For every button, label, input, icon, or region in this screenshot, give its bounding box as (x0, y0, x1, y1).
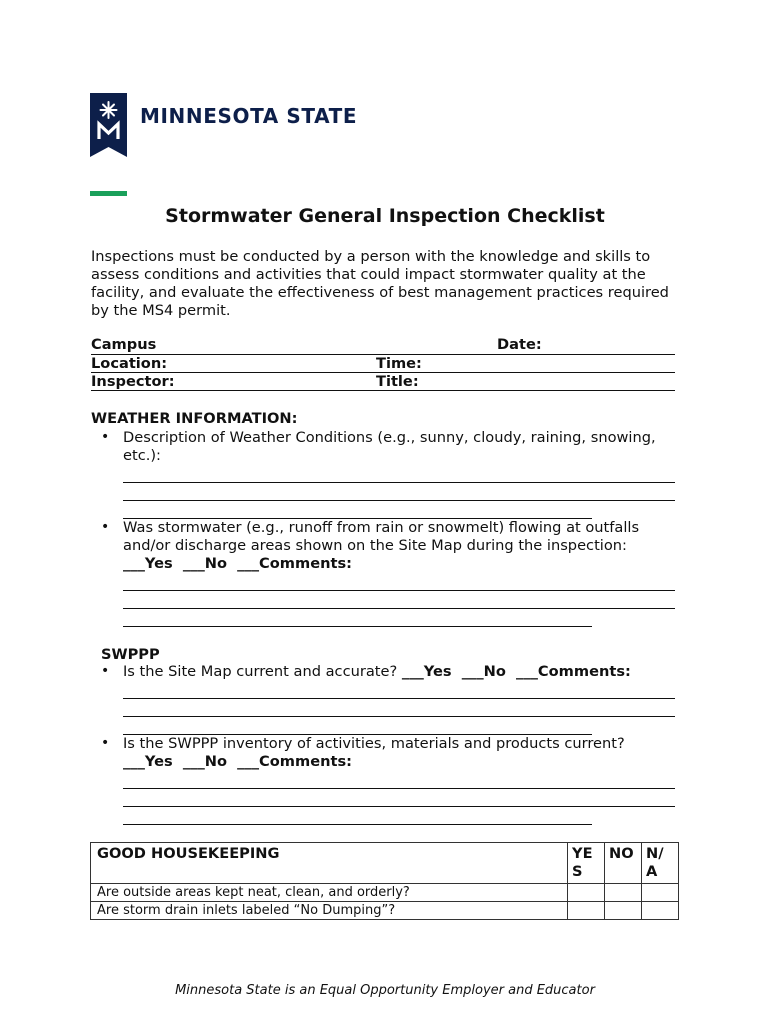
brand-name: MINNESOTA STATE (140, 104, 358, 128)
accent-bar (90, 191, 127, 196)
stormwater-flowing-question: Was stormwater (e.g., runoff from rain or snowmelt) flowing at outfalls and/or discharge areas shown on the Site Map during the inspection: (123, 519, 640, 554)
footer-text: Minnesota State is an Equal Opportunity Employer and Educator (175, 983, 595, 998)
table-header-row (91, 843, 679, 884)
site-map-question (123, 663, 678, 681)
answer-line[interactable] (123, 500, 675, 501)
intro-paragraph: Inspections must be conducted by a person with the knowledge and skills to assess conditions and activities that could impact stormwater quality at the facility, and evaluate the effectiveness of best management practices required by the MS4 permit. (91, 248, 669, 319)
site-map-question-text: Is the Site Map current and accurate? (123, 663, 398, 680)
weather-heading: WEATHER INFORMATION: (91, 410, 298, 427)
inspector-title-row (91, 373, 675, 391)
answer-line[interactable] (123, 806, 675, 807)
time-label: Time: (376, 355, 422, 372)
date-label: Date: (497, 336, 542, 353)
bullet-icon: • (101, 663, 110, 679)
yes-column-header: YES (568, 843, 605, 884)
na-checkbox-cell[interactable] (642, 902, 679, 920)
minnesota-state-flag-icon (90, 93, 127, 157)
inspector-label: Inspector: (91, 373, 175, 390)
yes-checkbox-cell[interactable] (568, 884, 605, 902)
location-time-row (91, 355, 675, 373)
title-label: Title: (376, 373, 419, 390)
table-row (91, 884, 679, 902)
bullet-icon: • (101, 735, 110, 751)
housekeeping-heading: GOOD HOUSEKEEPING (91, 843, 568, 884)
table-row-question: Are outside areas kept neat, clean, and orderly? (91, 884, 568, 902)
no-column-header: NO (605, 843, 642, 884)
answer-line[interactable] (123, 716, 675, 717)
answer-line[interactable] (123, 698, 675, 699)
na-column-header: N/A (642, 843, 679, 884)
campus-date-row (91, 336, 675, 354)
answer-line[interactable] (123, 482, 675, 483)
inspector-title-line[interactable] (91, 390, 675, 391)
stormwater-flowing-answer[interactable]: ___Yes ___No ___Comments: (123, 555, 352, 572)
no-checkbox-cell[interactable] (605, 884, 642, 902)
answer-line[interactable] (123, 608, 675, 609)
table-row (91, 902, 679, 920)
answer-line[interactable] (123, 590, 675, 591)
swppp-inventory-answer[interactable]: ___Yes ___No ___Comments: (123, 753, 352, 770)
answer-line[interactable] (123, 824, 592, 825)
na-checkbox-cell[interactable] (642, 884, 679, 902)
weather-description-question: Description of Weather Conditions (e.g., sunny, cloudy, raining, snowing, etc.): (123, 429, 656, 464)
housekeeping-table (90, 842, 679, 920)
location-label: Location: (91, 355, 168, 372)
site-map-answer[interactable]: ___Yes ___No ___Comments: (401, 663, 631, 680)
bullet-icon: • (101, 429, 110, 445)
no-checkbox-cell[interactable] (605, 902, 642, 920)
bullet-icon: • (101, 519, 110, 535)
swppp-inventory-question: Is the SWPPP inventory of activities, materials and products current? (123, 735, 625, 752)
answer-line[interactable] (123, 626, 592, 627)
swppp-heading: SWPPP (101, 646, 160, 663)
answer-line[interactable] (123, 788, 675, 789)
campus-label: Campus (91, 336, 157, 353)
table-row-question: Are storm drain inlets labeled “No Dumping”? (91, 902, 568, 920)
minnesota-state-logo (90, 93, 357, 157)
yes-checkbox-cell[interactable] (568, 902, 605, 920)
page-title: Stormwater General Inspection Checklist (165, 205, 605, 227)
